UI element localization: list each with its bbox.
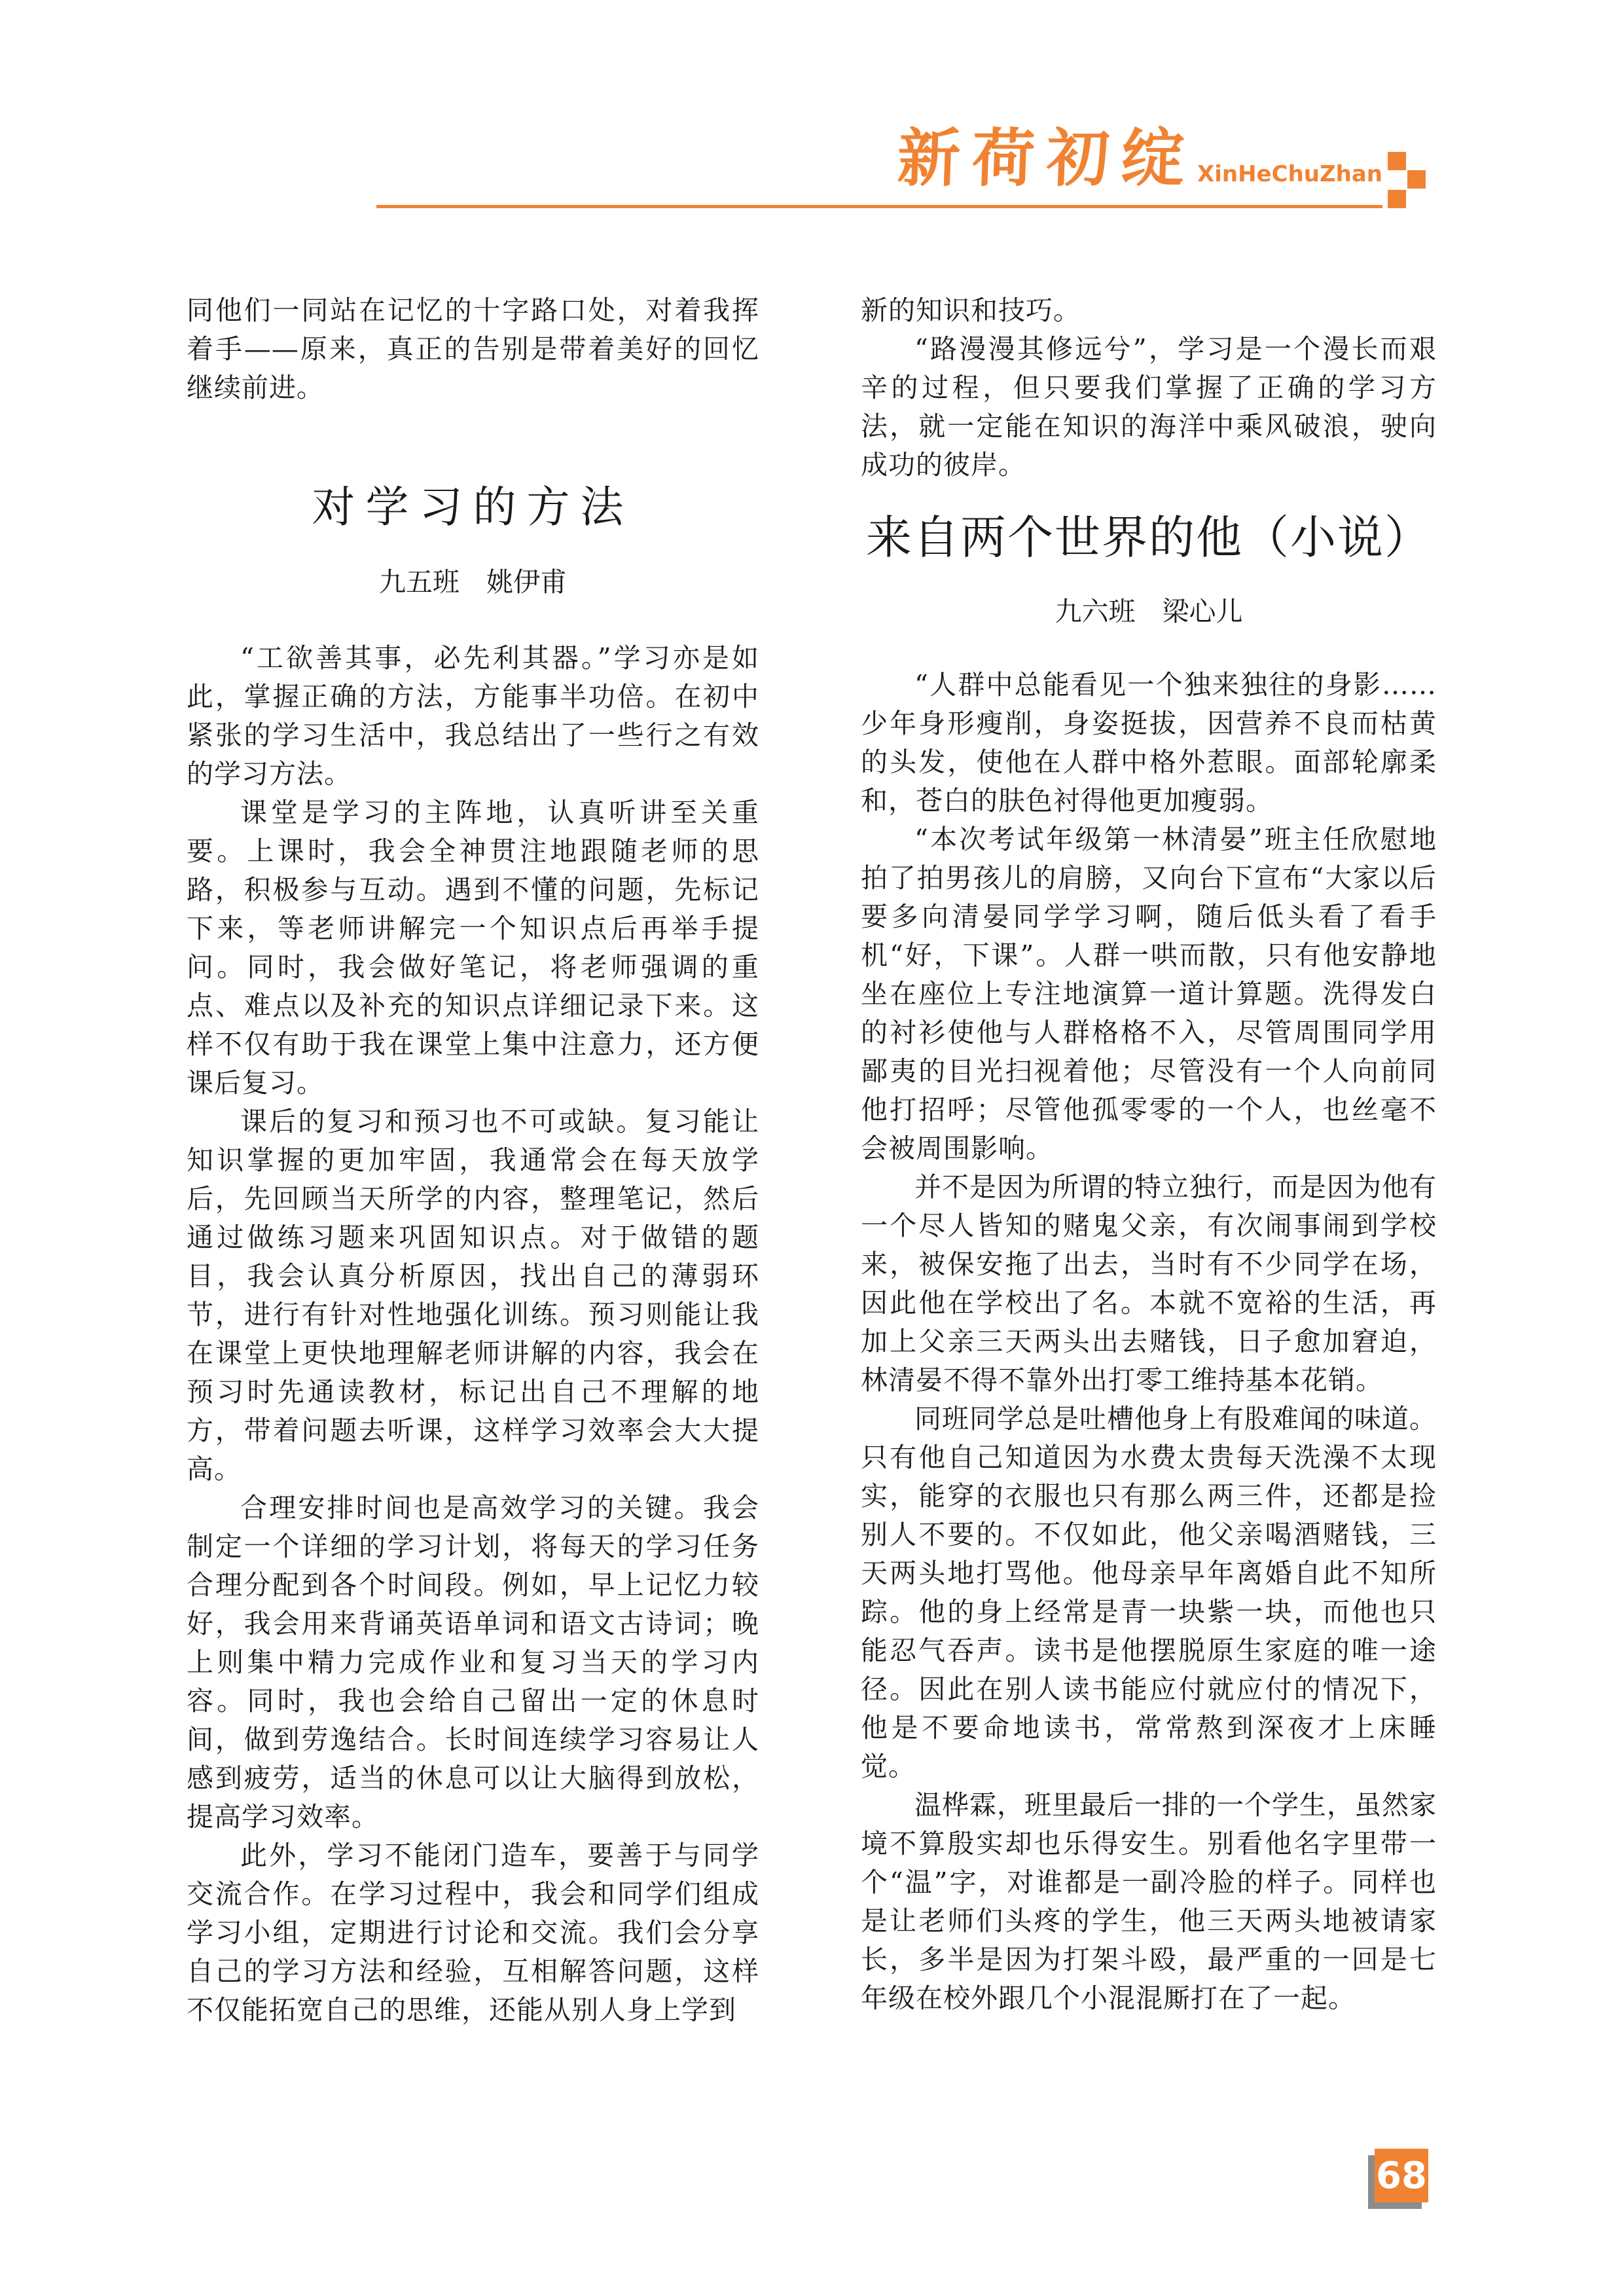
right-article-byline: 九六班 梁心儿 (1055, 595, 1243, 627)
right-paragraph-1: “人群中总能看见一个独来独往的身影……少年身形瘦削，身姿挺拔，因营养不良而枯黄的头发，使他在人群中格外惹眼。面部轮廓柔和，苍白的肤色衬得他更加瘦弱。 (861, 668, 1437, 816)
header-logo (896, 121, 1382, 195)
header-rule (376, 205, 1382, 208)
right-article-title: 来自两个世界的他（小说） (866, 511, 1432, 564)
right-paragraph-4: 同班同学总是吐槽他身上有股难闻的味道。只有他自己知道因为水费太贵每天洗澡不太现实，能穿的衣服也只有那么两三件，还都是捡别人不要的。不仅如此，他父亲喝酒赌钱，三天两头地打骂他。他母亲早年离婚自此不知所踪。他的身上经常是青一块紫一块，而他也只能忍气吞声。读书是他摆脱原生家庭的唯一途径。因此在别人读书能应付就应付的情况下，他是不要命地读书，常常熬到深夜才上床睡觉。 (861, 1402, 1437, 1782)
left-paragraph-4: 合理安排时间也是高效学习的关键。我会制定一个详细的学习计划，将每天的学习任务合理分配到各个时间段。例如，早上记忆力较好，我会用来背诵英语单词和语文古诗词；晚上则集中精力完成作业和复习当天的学习内容。同时，我也会给自己留出一定的休息时间，做到劳逸结合。长时间连续学习容易让人感到疲劳，适当的休息可以让大脑得到放松，提高学习效率。 (187, 1492, 759, 1833)
left-continuation-paragraph: 同他们一同站在记忆的十字路口处，对着我挥着手——原来，真正的告别是带着美好的回忆继续前进。 (187, 295, 759, 403)
page-number-badge (1375, 2149, 1428, 2202)
decor-square-bottom (1388, 190, 1406, 208)
left-paragraph-2: 课堂是学习的主阵地，认真听讲至关重要。上课时，我会全神贯注地跟随老师的思路，积极参与互动。遇到不懂的问题，先标记下来，等老师讲解完一个知识点后再举手提问。同时，我会做好笔记，将老师强调的重点、难点以及补充的知识点详细记录下来。这样不仅有助于我在课堂上集中注意力，还方便课后复习。 (187, 797, 759, 1099)
left-article-title: 对学习的方法 (312, 482, 634, 532)
right-column (861, 291, 1437, 2018)
left-paragraph-5: 此外，学习不能闭门造车，要善于与同学交流合作。在学习过程中，我会和同学们组成学习小组，定期进行讨论和交流。我们会分享自己的学习方法和经验，互相解答问题，这样不仅能拓宽自己的思维，还能从别人身上学到 (187, 1840, 759, 2026)
logo-chinese-title: 新荷初绽 (896, 121, 1198, 195)
right-continuation-paragraph-1: 新的知识和技巧。 (861, 295, 1081, 326)
left-paragraph-1: “工欲善其事，必先利其器。”学习亦是如此，掌握正确的方法，方能事半功倍。在初中紧张的学习生活中，我总结出了一些行之有效的学习方法。 (187, 642, 759, 790)
decor-square-middle (1407, 170, 1426, 189)
right-paragraph-5: 温桦霖，班里最后一排的一个学生，虽然家境不算殷实却也乐得安生。别看他名字里带一个“温”字，对谁都是一副冷脸的样子。同样也是让老师们头疼的学生，他三天两头地被请家长，多半是因为打架斗殴，最严重的一回是七年级在校外跟几个小混混厮打在了一起。 (861, 1789, 1437, 2014)
logo-pinyin: XinHeChuZhan (1197, 161, 1382, 188)
left-article-byline: 九五班 姚伊甫 (379, 566, 567, 598)
right-paragraph-2: “本次考试年级第一林清晏”班主任欣慰地拍了拍男孩儿的肩膀，又向台下宣布“大家以后要多向清晏同学学习啊，随后低头看了看手机“好，下课”。人群一哄而散，只有他安静地坐在座位上专注地演算一道计算题。洗得发白的衬衫使他与人群格格不入，尽管周围同学用鄙夷的目光扫视着他；尽管没有一个人向前同他打招呼；尽管他孤零零的一个人，也丝毫不会被周围影响。 (861, 823, 1437, 1164)
right-paragraph-3: 并不是因为所谓的特立独行，而是因为他有一个尽人皆知的赌鬼父亲，有次闹事闹到学校来，被保安拖了出去，当时有不少同学在场，因此他在学校出了名。本就不宽裕的生活，再加上父亲三天两头出去赌钱，日子愈加窘迫，林清晏不得不靠外出打零工维持基本花销。 (861, 1171, 1437, 1396)
left-column (187, 291, 759, 2030)
left-paragraph-3: 课后的复习和预习也不可或缺。复习能让知识掌握的更加牢固，我通常会在每天放学后，先回顾当天所学的内容，整理笔记，然后通过做练习题来巩固知识点。对于做错的题目，我会认真分析原因，找出自己的薄弱环节，进行有针对性地强化训练。预习则能让我在课堂上更快地理解老师讲解的内容，我会在预习时先通读教材，标记出自己不理解的地方，带着问题去听课，这样学习效率会大大提高。 (187, 1106, 759, 1485)
decor-square-top (1388, 152, 1406, 170)
right-continuation-paragraph-2: “路漫漫其修远兮”，学习是一个漫长而艰辛的过程，但只要我们掌握了正确的学习方法，就一定能在知识的海洋中乘风破浪，驶向成功的彼岸。 (861, 333, 1437, 481)
page-number: 68 (1376, 2154, 1427, 2197)
